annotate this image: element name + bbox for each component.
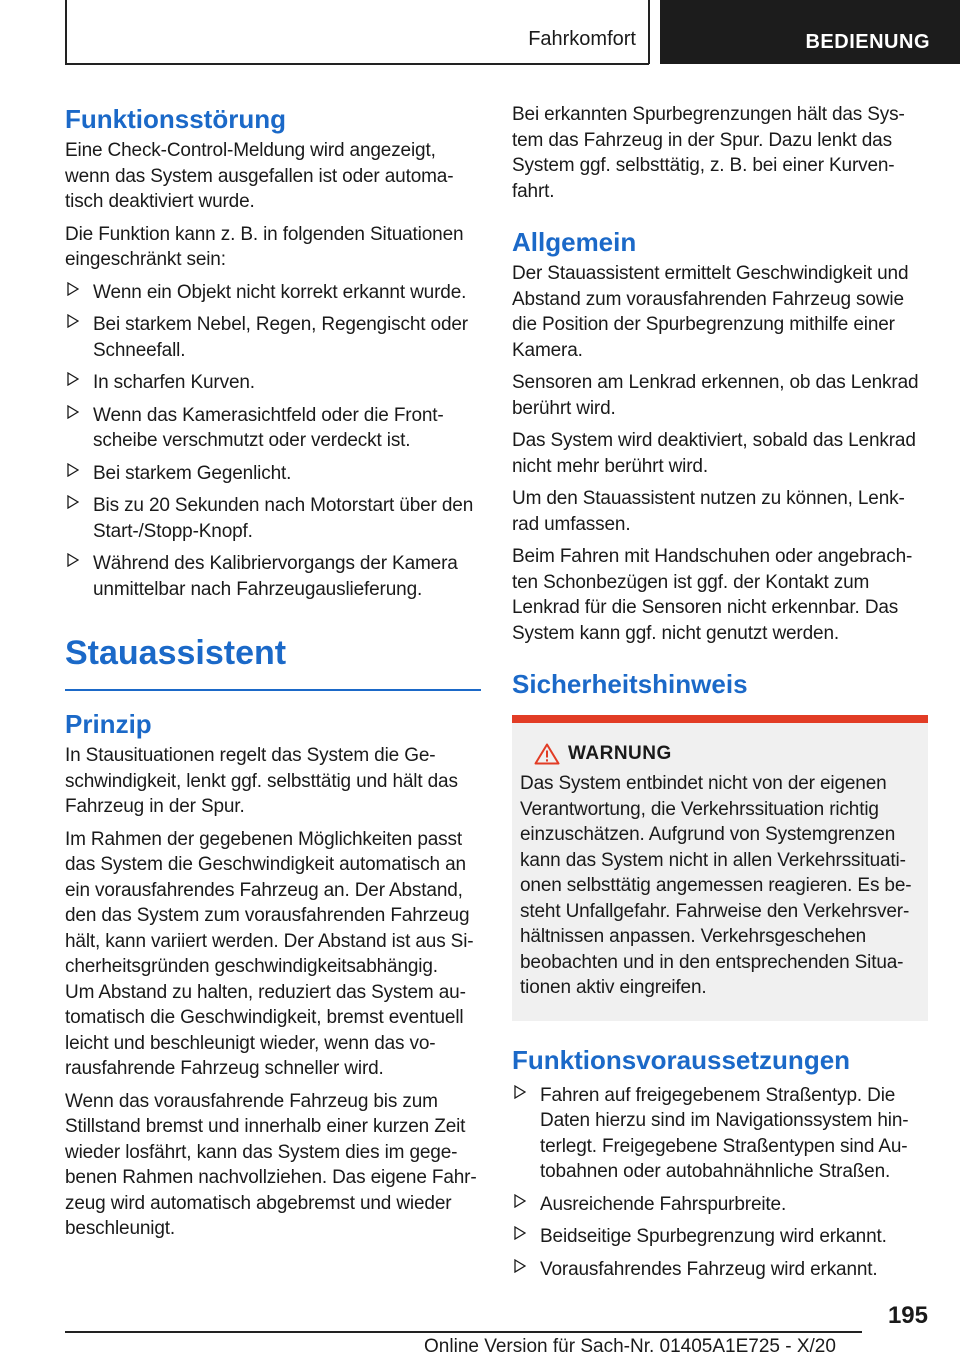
bullet-list-restrictions bbox=[65, 280, 481, 603]
triangle-right-outline-icon bbox=[65, 493, 93, 544]
list-item: Wenn das Kamerasichtfeld oder die Front-scheibe verschmutzt oder verdeckt ist. bbox=[65, 403, 481, 454]
left-column bbox=[65, 102, 481, 1249]
paragraph: Die Funktion kann z. B. in folgenden Situationen eingeschränkt sein: bbox=[65, 223, 464, 270]
triangle-right-outline-icon bbox=[512, 1224, 540, 1250]
list-item: Bei starkem Nebel, Regen, Regengischt oder Schneefall. bbox=[65, 312, 481, 363]
paragraph: Das System wird deaktiviert, sobald das Lenkrad nicht mehr berührt wird. bbox=[512, 430, 916, 477]
paragraph: Beim Fahren mit Handschuhen oder angebrach-ten Schonbezügen ist ggf. der Kontakt zum Lenkrad für die Sensoren nicht erkennbar. Das System kann ggf. nicht genutzt werden. bbox=[512, 546, 913, 644]
triangle-right-outline-icon bbox=[65, 551, 93, 602]
triangle-right-outline-icon bbox=[65, 403, 93, 454]
triangle-right-outline-icon bbox=[65, 461, 93, 487]
right-column bbox=[512, 102, 928, 1289]
paragraph: Um Abstand zu halten, reduziert das System au-tomatisch die Geschwindigkeit, bremst eventuell leicht und beschleunigt wieder, wenn das vo-rausfahrende Fahrzeug schneller wird. bbox=[65, 981, 466, 1079]
paragraph: Im Rahmen der gegebenen Möglichkeiten passt das System die Geschwindigkeit automatisch an ein vorausfahrendes Fahrzeug an. Der Abstand, den das System zum vorausfahrenden Fahrzeug hält, kann variiert werden. Der Abstand ist aus Si-cherheitsgründen geschwindigkeitsabhängig. bbox=[65, 828, 474, 977]
paragraph: Sensoren am Lenkrad erkennen, ob das Lenkrad berührt wird. bbox=[512, 372, 919, 419]
triangle-right-outline-icon bbox=[65, 312, 93, 363]
triangle-right-outline-icon bbox=[65, 280, 93, 306]
header-divider bbox=[648, 0, 650, 64]
triangle-right-outline-icon bbox=[512, 1083, 540, 1185]
paragraph: Um den Stauassistent nutzen zu können, Lenk-rad umfassen. bbox=[512, 488, 905, 535]
heading-funktionsvoraussetzungen: Funktionsvoraussetzungen bbox=[512, 1044, 851, 1075]
warning-triangle-icon bbox=[528, 743, 566, 765]
heading-funktionsstoerung: Funktionsstörung bbox=[65, 104, 286, 134]
heading-prinzip: Prinzip bbox=[65, 709, 152, 739]
paragraph: Bei erkannten Spurbegrenzungen hält das Sys-tem das Fahrzeug in der Spur. Dazu lenkt das System ggf. selbsttätig, z. B. bei einer Kurven-fahrt. bbox=[512, 104, 905, 202]
list-item: Bei starkem Gegenlicht. bbox=[65, 461, 481, 487]
list-item: Bis zu 20 Sekunden nach Motorstart über den Start-/Stopp-Knopf. bbox=[65, 493, 481, 544]
warning-title: WARNUNG bbox=[568, 743, 672, 764]
heading-stauassistent: Stauassistent bbox=[65, 634, 287, 672]
triangle-right-outline-icon bbox=[512, 1192, 540, 1218]
triangle-right-outline-icon bbox=[512, 1257, 540, 1283]
paragraph: Der Stauassistent ermittelt Geschwindigkeit und Abstand zum vorausfahrenden Fahrzeug sowie die Position der Spurbegrenzung mithilfe einer Kamera. bbox=[512, 263, 909, 361]
header-chapter-label: BEDIENUNG bbox=[805, 31, 930, 53]
header-chapter-tab bbox=[660, 0, 960, 64]
list-item: Ausreichende Fahrspurbreite. bbox=[512, 1192, 928, 1218]
footer-rule bbox=[65, 1331, 862, 1333]
heading-sicherheitshinweis: Sicherheitshinweis bbox=[512, 669, 748, 699]
warning-box bbox=[512, 715, 928, 1021]
header-left-rule bbox=[65, 0, 67, 64]
paragraph: In Stausituationen regelt das System die Ge-schwindigkeit, lenkt ggf. selbsttätig und hält das Fahrzeug in der Spur. bbox=[65, 745, 458, 817]
header-bottom-rule bbox=[65, 63, 649, 65]
bullet-list-requirements bbox=[512, 1083, 928, 1283]
list-item: Während des Kalibriervorgangs der Kamera unmittelbar nach Fahrzeugauslieferung. bbox=[65, 551, 481, 602]
list-item: In scharfen Kurven. bbox=[65, 370, 481, 396]
triangle-right-outline-icon bbox=[65, 370, 93, 396]
heading-rule bbox=[65, 689, 481, 691]
list-item: Vorausfahrendes Fahrzeug wird erkannt. bbox=[512, 1257, 928, 1283]
header-section-title: Fahrkomfort bbox=[528, 28, 636, 50]
list-item: Beidseitige Spurbegrenzung wird erkannt. bbox=[512, 1224, 928, 1250]
paragraph: Wenn das vorausfahrende Fahrzeug bis zum Stillstand bremst und innerhalb einer kurzen Zeit wieder losfährt, kann das System dies im gege-benen Rahmen nachvollziehen. Das eigene Fahr-zeug wird automatisch abgebremst und wieder beschleunigt. bbox=[65, 1090, 477, 1239]
paragraph: Eine Check-Control-Meldung wird angezeigt, wenn das System ausgefallen ist oder automa-tisch deaktiviert wurde. bbox=[65, 140, 454, 212]
heading-allgemein: Allgemein bbox=[512, 227, 637, 257]
warning-text: Das System entbindet nicht von der eigenen Verantwortung, die Verkehrssituation richtig einzuschätzen. Aufgrund von Systemgrenzen kann das System nicht in allen Verkehrssituati-onen selbsttätig angemessen reagieren. Es be-steht Unfallgefahr. Fahrweise den Verkehrsver-hältnissen anpassen. Verkehrsgeschehen beobachten und in den entsprechenden Situa-tionen aktiv eingreifen. bbox=[520, 773, 912, 998]
page-number: 195 bbox=[887, 1302, 928, 1329]
warning-header bbox=[520, 743, 920, 765]
footer-online-version: Online Version für Sach-Nr. 01405A1E725 - X/20 bbox=[424, 1336, 836, 1357]
list-item: Fahren auf freigegebenem Straßentyp. Die Daten hierzu sind im Navigationssystem hin-terlegt. Freigegebene Straßentypen sind Au-tobahnen oder autobahnähnliche Straßen. bbox=[512, 1083, 928, 1185]
list-item: Wenn ein Objekt nicht korrekt erkannt wurde. bbox=[65, 280, 481, 306]
